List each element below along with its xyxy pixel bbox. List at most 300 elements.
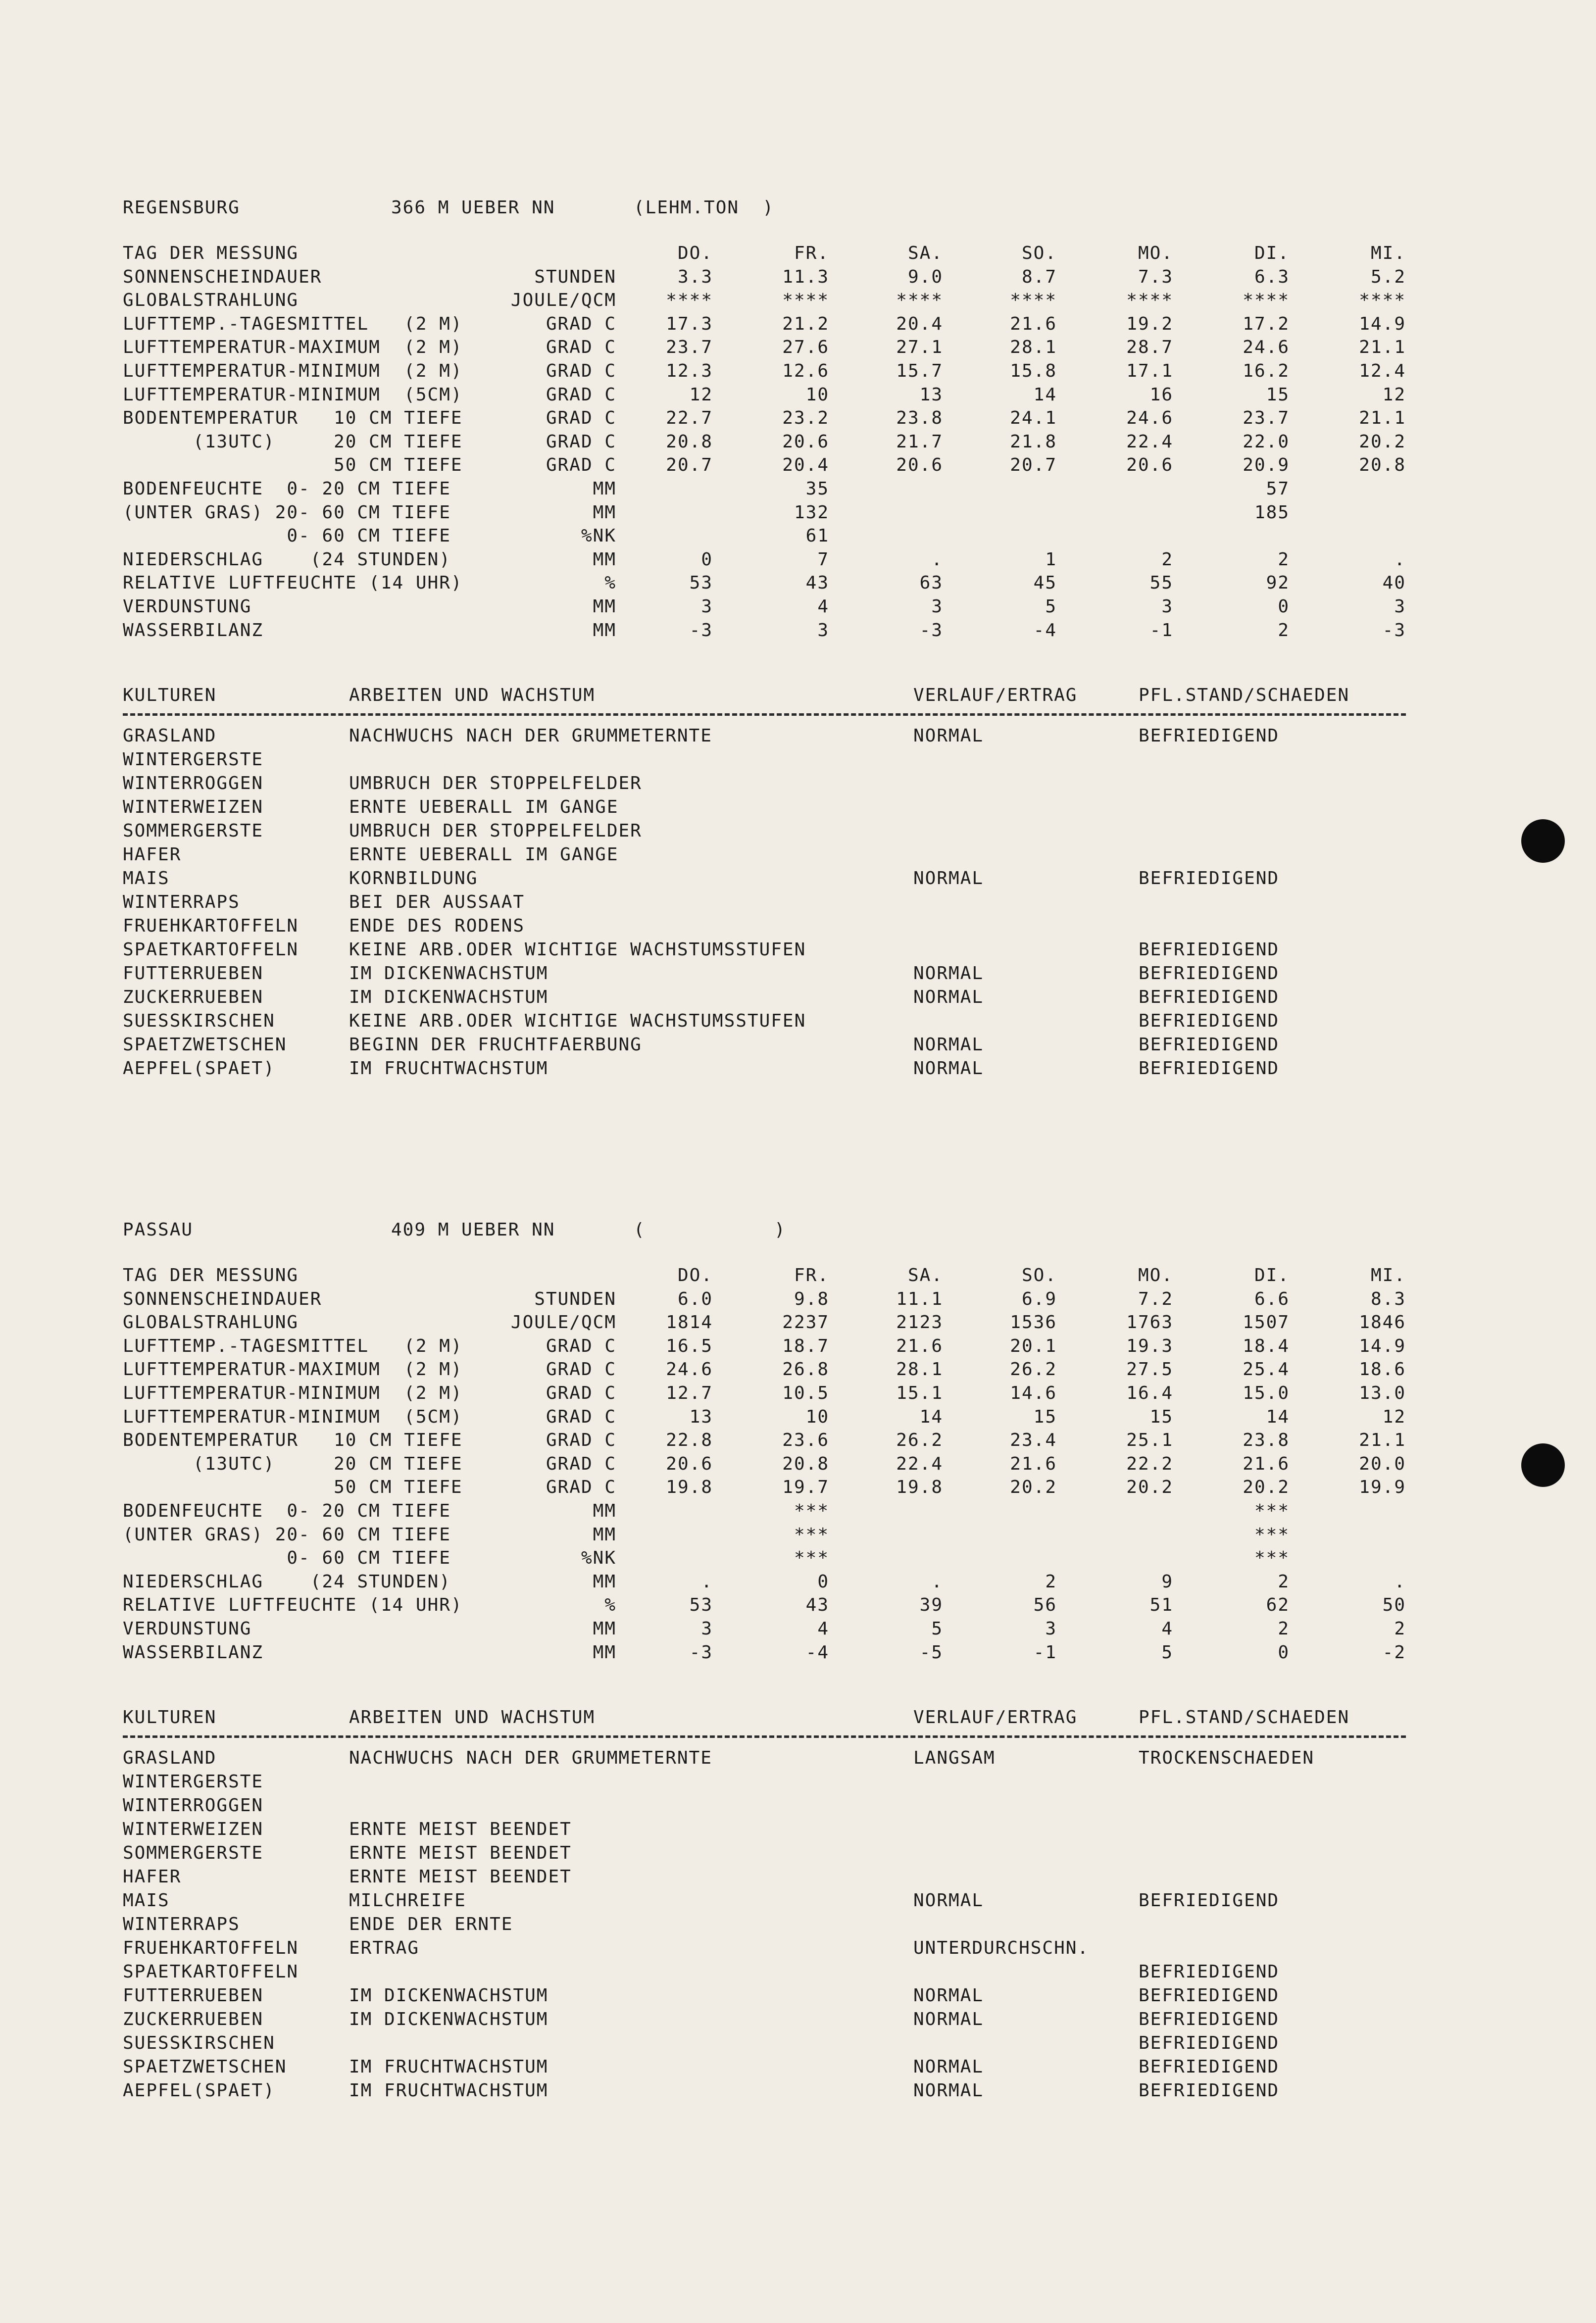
measurement-value: 0	[701, 549, 713, 570]
measurement-label: WASSERBILANZ	[123, 1642, 264, 1663]
measurement-value: 19.7	[782, 1477, 829, 1498]
measurement-value: 23.4	[1010, 1430, 1057, 1451]
crop-name: SUESSKIRSCHEN	[123, 1011, 275, 1031]
crop-work: IM DICKENWACHSTUM	[349, 1985, 549, 2006]
measurement-unit: GRAD C	[546, 455, 616, 476]
crop-work: IM DICKENWACHSTUM	[349, 963, 549, 984]
crop-name: SPAETKARTOFFELN	[123, 1962, 299, 1982]
measurement-unit: GRAD C	[546, 431, 616, 452]
measurement-value: 5	[931, 1619, 943, 1639]
crop-course: LANGSAM	[913, 1748, 996, 1768]
crop-course: NORMAL	[913, 2057, 984, 2077]
measurement-value: 20.8	[1359, 455, 1406, 476]
measurement-value: 51	[1149, 1595, 1173, 1616]
measurement-unit: %NK	[581, 526, 616, 546]
crop-status: BEFRIEDIGEND	[1139, 1011, 1280, 1031]
measurement-value: 8.7	[1021, 266, 1057, 287]
crop-work: IM FRUCHTWACHSTUM	[349, 2057, 549, 2077]
measurement-label: VERDUNSTUNG	[123, 596, 252, 617]
measurement-value: 14	[1266, 1406, 1290, 1427]
measurement-value: 1	[1045, 549, 1057, 570]
measurement-value: 20.2	[1359, 431, 1406, 452]
crops-header-verlauf: VERLAUF/ERTRAG	[913, 1707, 1078, 1728]
measurement-label: SONNENSCHEINDAUER	[123, 266, 322, 287]
crops-header-stand: PFL.STAND/SCHAEDEN	[1139, 1707, 1350, 1728]
day-header: MO.	[1138, 1265, 1173, 1285]
measurement-value: 6.9	[1021, 1288, 1057, 1309]
measurement-value: 5.2	[1370, 266, 1406, 287]
measurement-unit: GRAD C	[546, 1406, 616, 1427]
measurement-value: 17.1	[1126, 361, 1173, 381]
measurement-label: LUFTTEMP.-TAGESMITTEL (2 M)	[123, 1335, 463, 1356]
measurement-value: 1846	[1359, 1312, 1406, 1333]
measurement-unit: GRAD C	[546, 337, 616, 358]
measurement-unit: %	[604, 1595, 616, 1616]
crop-work: ERNTE UEBERALL IM GANGE	[349, 797, 619, 817]
measurement-value: 92	[1266, 573, 1290, 593]
measurement-value: 5	[1161, 1642, 1173, 1663]
measurement-value: 23.6	[782, 1430, 829, 1451]
measurement-value: 3	[931, 596, 943, 617]
punch-hole-bottom	[1521, 1443, 1565, 1487]
measurement-unit: STUNDEN	[534, 1288, 616, 1309]
crop-work: ERNTE MEIST BEENDET	[349, 1819, 572, 1839]
measurement-value: 20.8	[782, 1453, 829, 1474]
measurement-value: 63	[919, 573, 943, 593]
measurement-value: 17.2	[1243, 313, 1290, 334]
measurement-value: 26.2	[896, 1430, 943, 1451]
measurement-value: 2	[1045, 1571, 1057, 1592]
measurement-value: 24.6	[1243, 337, 1290, 358]
measurement-value: 16.2	[1243, 361, 1290, 381]
crop-work: BEI DER AUSSAAT	[349, 892, 525, 912]
measurement-value: ***	[794, 1548, 829, 1569]
measurement-label: 50 CM TIEFE	[123, 1477, 463, 1498]
measurement-value: -1	[1149, 620, 1173, 641]
crop-name: WINTERROGGEN	[123, 1795, 264, 1816]
measurement-value: 9.8	[794, 1288, 829, 1309]
day-header: SO.	[1021, 1265, 1057, 1285]
measurement-value: 2	[1278, 549, 1290, 570]
measurement-value: 132	[794, 502, 829, 523]
measurement-unit: JOULE/QCM	[510, 290, 616, 311]
measurement-value: 7.3	[1138, 266, 1173, 287]
measurement-value: 9.0	[907, 266, 943, 287]
measurement-value: 21.7	[896, 431, 943, 452]
measurement-value: 21.2	[782, 313, 829, 334]
day-header: DO.	[677, 243, 713, 263]
crop-status: BEFRIEDIGEND	[1139, 963, 1280, 984]
measurement-label: BODENFEUCHTE 0- 20 CM TIEFE	[123, 479, 451, 499]
measurement-unit: MM	[593, 479, 616, 499]
measurement-value: 22.7	[666, 408, 713, 429]
measurement-value: 1814	[666, 1312, 713, 1333]
measurement-value: 25.4	[1243, 1359, 1290, 1380]
measurement-value: 23.7	[666, 337, 713, 358]
punch-hole-top	[1521, 819, 1565, 863]
measurement-label: SONNENSCHEINDAUER	[123, 1288, 322, 1309]
measurement-label: LUFTTEMPERATUR-MINIMUM (5CM)	[123, 384, 463, 405]
crop-status: TROCKENSCHAEDEN	[1139, 1748, 1315, 1768]
measurement-value: 20.9	[1243, 455, 1290, 476]
measurement-label: (13UTC) 20 CM TIEFE	[123, 1453, 463, 1474]
crop-work: IM FRUCHTWACHSTUM	[349, 1058, 549, 1079]
measurement-value: 2237	[782, 1312, 829, 1333]
crop-status: BEFRIEDIGEND	[1139, 1035, 1280, 1055]
measurement-value: -4	[1033, 620, 1057, 641]
crop-course: NORMAL	[913, 1035, 984, 1055]
measurement-value: 0	[1278, 1642, 1290, 1663]
measurement-value: 14	[1033, 384, 1057, 405]
measurement-value: -2	[1382, 1642, 1406, 1663]
measurement-value: ****	[1010, 290, 1057, 311]
measurement-value: ***	[1254, 1548, 1290, 1569]
measurement-value: 2	[1278, 620, 1290, 641]
measurement-value: 22.2	[1126, 1453, 1173, 1474]
measurement-value: 21.6	[1010, 313, 1057, 334]
measurement-value: ****	[782, 290, 829, 311]
crop-name: FUTTERRUEBEN	[123, 963, 264, 984]
day-label: TAG DER MESSUNG	[123, 243, 299, 263]
measurement-value: 21.8	[1010, 431, 1057, 452]
measurement-value: 10	[805, 384, 829, 405]
measurement-value: .	[931, 549, 943, 570]
crop-work: NACHWUCHS NACH DER GRUMMETERNTE	[349, 726, 712, 746]
measurement-value: ****	[1359, 290, 1406, 311]
measurement-value: 25.1	[1126, 1430, 1173, 1451]
measurement-label: VERDUNSTUNG	[123, 1619, 252, 1639]
measurement-unit: MM	[593, 1619, 616, 1639]
measurement-value: 50	[1382, 1595, 1406, 1616]
measurement-unit: MM	[593, 620, 616, 641]
measurement-label: 0- 60 CM TIEFE	[123, 1548, 451, 1569]
measurement-value: 3	[817, 620, 829, 641]
measurement-value: -1	[1033, 1642, 1057, 1663]
day-header: DI.	[1254, 243, 1290, 263]
day-header: FR.	[794, 1265, 829, 1285]
measurement-value: 23.8	[1243, 1430, 1290, 1451]
measurement-value: 22.8	[666, 1430, 713, 1451]
measurement-unit: GRAD C	[546, 1335, 616, 1356]
measurement-value: 53	[689, 573, 713, 593]
crop-name: FRUEHKARTOFFELN	[123, 1938, 299, 1958]
day-header: SA.	[907, 1265, 943, 1285]
day-header: DI.	[1254, 1265, 1290, 1285]
crops-header-arbeiten: ARBEITEN UND WACHSTUM	[349, 1707, 596, 1728]
measurement-value: 28.1	[1010, 337, 1057, 358]
crop-status: BEFRIEDIGEND	[1139, 1985, 1280, 2006]
measurement-value: 19.2	[1126, 313, 1173, 334]
dashed-separator	[123, 713, 1406, 716]
crop-name: SPAETZWETSCHEN	[123, 2057, 287, 2077]
crop-status: BEFRIEDIGEND	[1139, 1058, 1280, 1079]
measurement-value: ***	[794, 1501, 829, 1521]
crop-name: AEPFEL(SPAET)	[123, 2080, 275, 2101]
crop-name: WINTERROGGEN	[123, 773, 264, 793]
measurement-unit: GRAD C	[546, 1477, 616, 1498]
measurement-label: LUFTTEMP.-TAGESMITTEL (2 M)	[123, 313, 463, 334]
measurement-unit: MM	[593, 1571, 616, 1592]
station-name: REGENSBURG	[123, 198, 240, 218]
measurement-value: 15	[1266, 384, 1290, 405]
measurement-value: 15.1	[896, 1383, 943, 1403]
measurement-value: 20.6	[782, 431, 829, 452]
measurement-unit: GRAD C	[546, 1383, 616, 1403]
measurement-value: ***	[1254, 1524, 1290, 1545]
measurement-value: 20.8	[666, 431, 713, 452]
measurement-value: 20.1	[1010, 1335, 1057, 1356]
measurement-value: -5	[919, 1642, 943, 1663]
measurement-value: 12.6	[782, 361, 829, 381]
measurement-label: BODENFEUCHTE 0- 20 CM TIEFE	[123, 1501, 451, 1521]
crops-header-kulturen: KULTUREN	[123, 685, 217, 705]
day-header: MI.	[1370, 243, 1406, 263]
measurement-label: RELATIVE LUFTFEUCHTE (14 UHR)	[123, 1595, 463, 1616]
crop-name: MAIS	[123, 868, 170, 889]
measurement-value: ****	[1126, 290, 1173, 311]
measurement-value: .	[931, 1571, 943, 1592]
measurement-value: 28.1	[896, 1359, 943, 1380]
measurement-unit: MM	[593, 596, 616, 617]
measurement-label: WASSERBILANZ	[123, 620, 264, 641]
measurement-unit: MM	[593, 502, 616, 523]
measurement-label: (UNTER GRAS) 20- 60 CM TIEFE	[123, 1524, 451, 1545]
crop-name: AEPFEL(SPAET)	[123, 1058, 275, 1079]
measurement-value: 21.6	[1243, 1453, 1290, 1474]
crop-course: NORMAL	[913, 2009, 984, 2029]
measurement-unit: JOULE/QCM	[510, 1312, 616, 1333]
measurement-value: 6.3	[1254, 266, 1290, 287]
measurement-unit: GRAD C	[546, 1430, 616, 1451]
crop-course: NORMAL	[913, 1985, 984, 2006]
measurement-value: 185	[1254, 502, 1290, 523]
measurement-value: 56	[1033, 1595, 1057, 1616]
measurement-unit: MM	[593, 1524, 616, 1545]
measurement-value: 21.1	[1359, 408, 1406, 429]
measurement-value: 20.6	[666, 1453, 713, 1474]
crop-name: MAIS	[123, 1890, 170, 1911]
crop-work: IM DICKENWACHSTUM	[349, 987, 549, 1007]
measurement-value: 6.0	[677, 1288, 713, 1309]
measurement-value: 53	[689, 1595, 713, 1616]
crops-header-verlauf: VERLAUF/ERTRAG	[913, 685, 1078, 705]
crop-work: ERNTE UEBERALL IM GANGE	[349, 844, 619, 865]
measurement-value: 26.2	[1010, 1359, 1057, 1380]
measurement-value: 1507	[1243, 1312, 1290, 1333]
measurement-value: 3	[1045, 1619, 1057, 1639]
measurement-label: NIEDERSCHLAG (24 STUNDEN)	[123, 549, 451, 570]
measurement-value: 27.1	[896, 337, 943, 358]
measurement-value: 12	[1382, 1406, 1406, 1427]
measurement-value: 17.3	[666, 313, 713, 334]
measurement-value: 1763	[1126, 1312, 1173, 1333]
crop-work: ENDE DER ERNTE	[349, 1914, 513, 1934]
measurement-value: 11.1	[896, 1288, 943, 1309]
measurement-value: 12.4	[1359, 361, 1406, 381]
crop-name: SPAETKARTOFFELN	[123, 939, 299, 960]
measurement-unit: MM	[593, 549, 616, 570]
measurement-value: 7	[817, 549, 829, 570]
crop-name: SPAETZWETSCHEN	[123, 1035, 287, 1055]
measurement-value: .	[1394, 549, 1406, 570]
measurement-value: 6.6	[1254, 1288, 1290, 1309]
crops-header-arbeiten: ARBEITEN UND WACHSTUM	[349, 685, 596, 705]
day-header: MO.	[1138, 243, 1173, 263]
measurement-value: 27.6	[782, 337, 829, 358]
crop-name: GRASLAND	[123, 1748, 217, 1768]
crop-status: BEFRIEDIGEND	[1139, 726, 1280, 746]
measurement-label: RELATIVE LUFTFEUCHTE (14 UHR)	[123, 573, 463, 593]
measurement-value: 12.3	[666, 361, 713, 381]
measurement-value: 28.7	[1126, 337, 1173, 358]
measurement-value: 0	[1278, 596, 1290, 617]
crop-status: BEFRIEDIGEND	[1139, 868, 1280, 889]
measurement-value: 13	[919, 384, 943, 405]
measurement-value: 62	[1266, 1595, 1290, 1616]
crop-status: BEFRIEDIGEND	[1139, 2057, 1280, 2077]
measurement-value: 15	[1149, 1406, 1173, 1427]
measurement-value: -3	[689, 620, 713, 641]
measurement-value: 21.6	[896, 1335, 943, 1356]
measurement-value: 1536	[1010, 1312, 1057, 1333]
measurement-label: 0- 60 CM TIEFE	[123, 526, 451, 546]
measurement-label: BODENTEMPERATUR 10 CM TIEFE	[123, 408, 463, 429]
measurement-value: 19.9	[1359, 1477, 1406, 1498]
measurement-value: 23.7	[1243, 408, 1290, 429]
crop-work: ERNTE MEIST BEENDET	[349, 1867, 572, 1887]
measurement-label: GLOBALSTRAHLUNG	[123, 290, 299, 311]
crop-work: MILCHREIFE	[349, 1890, 466, 1911]
crop-name: ZUCKERRUEBEN	[123, 987, 264, 1007]
measurement-value: 20.0	[1359, 1453, 1406, 1474]
measurement-unit: GRAD C	[546, 361, 616, 381]
crop-name: WINTERWEIZEN	[123, 1819, 264, 1839]
measurement-value: 55	[1149, 573, 1173, 593]
measurement-value: 18.7	[782, 1335, 829, 1356]
day-header: FR.	[794, 243, 829, 263]
crop-name: FUTTERRUEBEN	[123, 1985, 264, 2006]
crop-name: WINTERGERSTE	[123, 749, 264, 770]
crop-status: BEFRIEDIGEND	[1139, 1962, 1280, 1982]
measurement-value: 4	[817, 1619, 829, 1639]
measurement-unit: %NK	[581, 1548, 616, 1569]
measurement-value: 22.4	[1126, 431, 1173, 452]
measurement-value: 20.4	[782, 455, 829, 476]
crop-course: NORMAL	[913, 726, 984, 746]
measurement-value: 57	[1266, 479, 1290, 499]
crop-status: BEFRIEDIGEND	[1139, 2080, 1280, 2101]
measurement-value: 8.3	[1370, 1288, 1406, 1309]
crop-name: SOMMERGERSTE	[123, 1843, 264, 1863]
measurement-value: 20.7	[1010, 455, 1057, 476]
crop-course: NORMAL	[913, 1890, 984, 1911]
station-elevation: 409 M UEBER NN	[391, 1220, 555, 1240]
measurement-value: 24.6	[666, 1359, 713, 1380]
crop-course: NORMAL	[913, 2080, 984, 2101]
measurement-value: 40	[1382, 573, 1406, 593]
measurement-value: 20.4	[896, 313, 943, 334]
measurement-value: 10	[805, 1406, 829, 1427]
crop-work: UMBRUCH DER STOPPELFELDER	[349, 821, 642, 841]
measurement-unit: %	[604, 573, 616, 593]
measurement-label: GLOBALSTRAHLUNG	[123, 1312, 299, 1333]
measurement-label: (13UTC) 20 CM TIEFE	[123, 431, 463, 452]
measurement-value: 9	[1161, 1571, 1173, 1592]
measurement-value: -3	[919, 620, 943, 641]
measurement-value: ****	[1243, 290, 1290, 311]
station-name: PASSAU	[123, 1220, 194, 1240]
measurement-value: 20.2	[1010, 1477, 1057, 1498]
measurement-value: ***	[1254, 1501, 1290, 1521]
crop-work: BEGINN DER FRUCHTFAERBUNG	[349, 1035, 642, 1055]
measurement-value: 14.6	[1010, 1383, 1057, 1403]
crop-work: KORNBILDUNG	[349, 868, 478, 889]
measurement-value: 21.6	[1010, 1453, 1057, 1474]
measurement-value: -3	[689, 1642, 713, 1663]
crop-status: BEFRIEDIGEND	[1139, 1890, 1280, 1911]
crop-name: HAFER	[123, 844, 182, 865]
measurement-label: BODENTEMPERATUR 10 CM TIEFE	[123, 1430, 463, 1451]
measurement-value: 22.4	[896, 1453, 943, 1474]
measurement-label: 50 CM TIEFE	[123, 455, 463, 476]
station-elevation: 366 M UEBER NN	[391, 198, 555, 218]
measurement-value: 24.6	[1126, 408, 1173, 429]
measurement-unit: MM	[593, 1501, 616, 1521]
measurement-value: 0	[817, 1571, 829, 1592]
measurement-value: 21.1	[1359, 337, 1406, 358]
measurement-value: ****	[666, 290, 713, 311]
measurement-value: 19.8	[896, 1477, 943, 1498]
measurement-value: 21.1	[1359, 1430, 1406, 1451]
measurement-value: 35	[805, 479, 829, 499]
measurement-value: 20.7	[666, 455, 713, 476]
crop-course: NORMAL	[913, 963, 984, 984]
measurement-value: 18.4	[1243, 1335, 1290, 1356]
measurement-unit: MM	[593, 1642, 616, 1663]
measurement-value: 19.8	[666, 1477, 713, 1498]
measurement-value: 45	[1033, 573, 1057, 593]
measurement-label: LUFTTEMPERATUR-MINIMUM (5CM)	[123, 1406, 463, 1427]
day-header: SO.	[1021, 243, 1057, 263]
measurement-value: 3	[1394, 596, 1406, 617]
measurement-value: 11.3	[782, 266, 829, 287]
crop-status: BEFRIEDIGEND	[1139, 2033, 1280, 2053]
crop-name: GRASLAND	[123, 726, 217, 746]
measurement-value: 14.9	[1359, 313, 1406, 334]
measurement-value: 15	[1033, 1406, 1057, 1427]
measurement-value: 3	[701, 596, 713, 617]
crop-name: HAFER	[123, 1867, 182, 1887]
crop-work: ERTRAG	[349, 1938, 420, 1958]
measurement-value: 2	[1278, 1571, 1290, 1592]
crop-work: IM FRUCHTWACHSTUM	[349, 2080, 549, 2101]
measurement-value: 15.8	[1010, 361, 1057, 381]
crop-status: BEFRIEDIGEND	[1139, 2009, 1280, 2029]
measurement-value: 12.7	[666, 1383, 713, 1403]
measurement-value: 39	[919, 1595, 943, 1616]
measurement-value: 3.3	[677, 266, 713, 287]
crop-course: NORMAL	[913, 1058, 984, 1079]
crop-status: BEFRIEDIGEND	[1139, 939, 1280, 960]
measurement-value: 2	[1394, 1619, 1406, 1639]
measurement-value: 3	[1161, 596, 1173, 617]
measurement-label: (UNTER GRAS) 20- 60 CM TIEFE	[123, 502, 451, 523]
measurement-value: 14.9	[1359, 1335, 1406, 1356]
measurement-unit: GRAD C	[546, 313, 616, 334]
measurement-value: 12	[1382, 384, 1406, 405]
measurement-value: 3	[701, 1619, 713, 1639]
crop-name: WINTERWEIZEN	[123, 797, 264, 817]
